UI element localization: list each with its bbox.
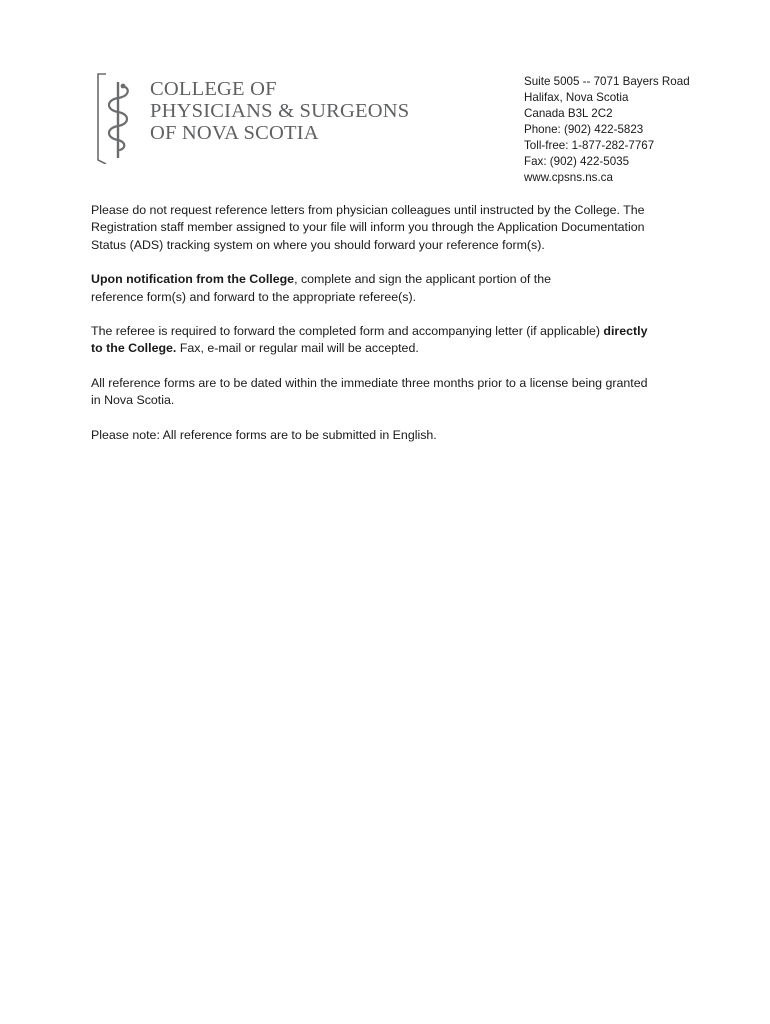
bold-text: to the College. xyxy=(91,341,177,356)
paragraph-instructions xyxy=(91,202,691,254)
body-text xyxy=(91,202,691,461)
paragraph-language-note xyxy=(91,427,691,444)
phone-line: Phone: (902) 422-5823 xyxy=(524,123,644,136)
address-line: Halifax, Nova Scotia xyxy=(524,91,629,104)
text-line: Please do not request reference letters from physician colleagues until instructed by the College. The xyxy=(91,203,645,217)
text-line: Registration staff member assigned to your file will inform you through the Application Documentation xyxy=(91,220,645,235)
website-link[interactable]: www.cpsns.ns.ca xyxy=(524,171,613,184)
text-line: , complete and sign the applicant portion of the xyxy=(294,272,551,287)
text-line: The referee is required to forward the completed form and accompanying letter (if applicable) xyxy=(91,324,604,339)
paragraph-referee xyxy=(91,323,691,358)
text-line: reference form(s) and forward to the appropriate referee(s). xyxy=(91,289,417,304)
address-line: Canada B3L 2C2 xyxy=(524,107,613,120)
text-line: Status (ADS) tracking system on where you should forward your reference form(s). xyxy=(91,237,545,252)
org-name-line-2: PHYSICIANS & SURGEONS xyxy=(150,100,410,122)
fax-line: Fax: (902) 422-5035 xyxy=(524,155,630,168)
bold-text: Upon notification from the College xyxy=(91,272,295,287)
paragraph-notification xyxy=(91,271,691,306)
paragraph-dating xyxy=(91,375,691,410)
text-line: Please note: All reference forms are to be submitted in English. xyxy=(91,427,437,442)
org-name-line-1: COLLEGE OF xyxy=(150,78,277,100)
address-line: Suite 5005 -- 7071 Bayers Road xyxy=(524,75,690,88)
text-line: Fax, e-mail or regular mail will be accepted. xyxy=(176,341,419,356)
org-name-line-3: OF NOVA SCOTIA xyxy=(150,122,319,144)
text-line: in Nova Scotia. xyxy=(91,393,175,408)
organization-name xyxy=(150,78,409,144)
rod-of-asclepius-icon xyxy=(96,72,140,164)
address-block xyxy=(524,74,690,186)
toll-free-line: Toll-free: 1-877-282-7767 xyxy=(524,139,655,152)
bold-text: directly xyxy=(603,324,648,339)
text-line: All reference forms are to be dated within the immediate three months prior to a license being granted xyxy=(91,375,648,390)
